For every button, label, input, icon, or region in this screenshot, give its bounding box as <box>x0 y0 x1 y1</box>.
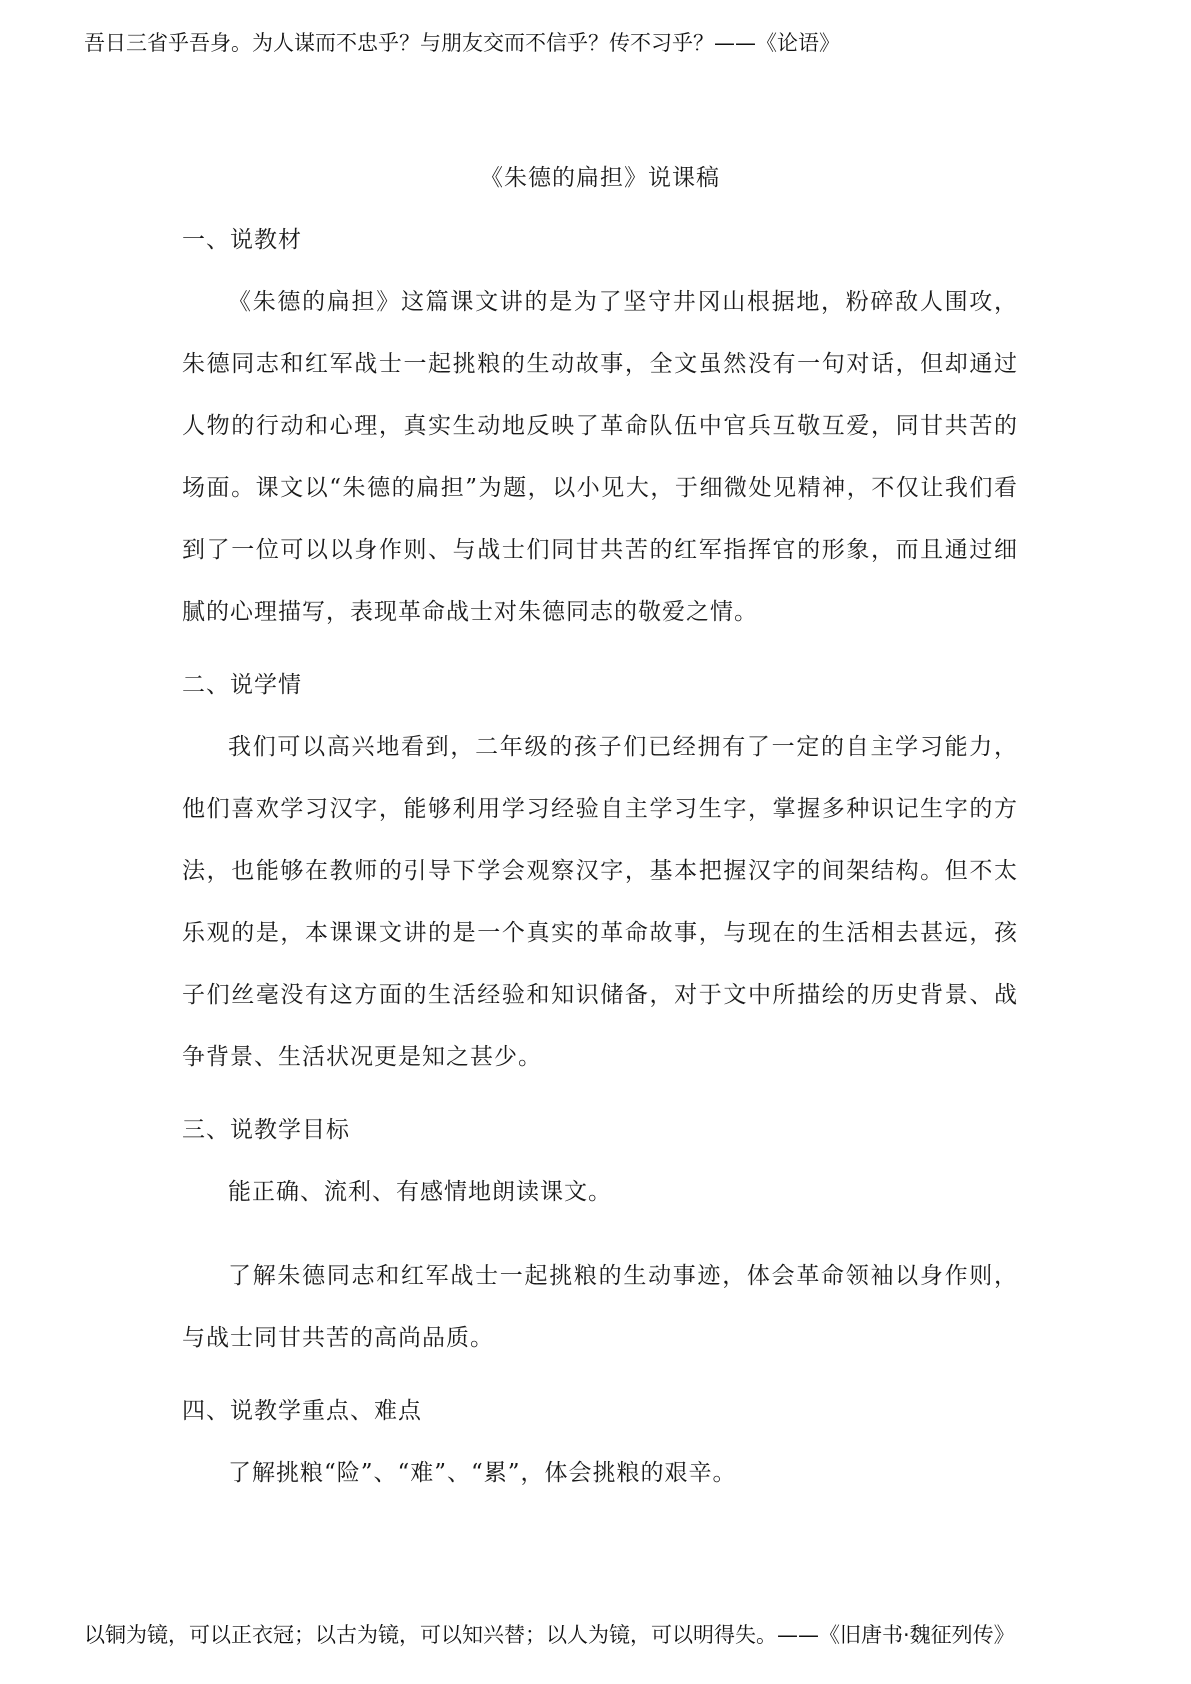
section-heading-student-analysis: 二、说学情 <box>182 672 302 698</box>
paragraph-goal-1: 能正确、流利、有感情地朗读课文。 <box>228 1179 612 1205</box>
section-heading-key-points: 四、说教学重点、难点 <box>182 1398 422 1424</box>
paragraph-student-analysis: 我们可以高兴地看到，二年级的孩子们已经拥有了一定的自主学习能力，他们喜欢学习汉字，能够利用学习经验自主学习生字，掌握多种识记生字的方法，也能够在教师的引导下学会观察汉字，基本把握汉字的间架结构。但不太乐观的是，本课课文讲的是一个真实的革命故事，与现在的生活相去甚远，孩子们丝毫没有这方面的生活经验和知识储备，对于文中所描绘的历史背景、战争背景、生活状况更是知之甚少。 <box>182 734 1018 1070</box>
section-heading-teaching-material: 一、说教材 <box>182 227 302 253</box>
paragraph-key-points: 了解挑粮“险”、“难”、“累”，体会挑粮的艰辛。 <box>228 1460 737 1486</box>
paragraph-goal-2: 了解朱德同志和红军战士一起挑粮的生动事迹，体会革命领袖以身作则，与战士同甘共苦的高尚品质。 <box>182 1263 1018 1351</box>
header-quote: 吾日三省乎吾身。为人谋而不忠乎？与朋友交而不信乎？传不习乎？——《论语》 <box>84 31 840 55</box>
footer-quote: 以铜为镜，可以正衣冠；以古为镜，可以知兴替；以人为镜，可以明得失。——《旧唐书·魏征列传》 <box>84 1623 1015 1647</box>
section-heading-teaching-goals: 三、说教学目标 <box>182 1117 350 1143</box>
paragraph-teaching-material: 《朱德的扁担》这篇课文讲的是为了坚守井冈山根据地，粉碎敌人围攻，朱德同志和红军战士一起挑粮的生动故事，全文虽然没有一句对话，但却通过人物的行动和心理，真实生动地反映了革命队伍中官兵互敬互爱，同甘共苦的场面。课文以“朱德的扁担”为题，以小见大，于细微处见精神，不仅让我们看到了一位可以以身作则、与战士们同甘共苦的红军指挥官的形象，而且通过细腻的心理描写，表现革命战士对朱德同志的敬爱之情。 <box>182 289 1018 625</box>
document-body <box>182 158 1018 1526</box>
document-title: 《朱德的扁担》说课稿 <box>480 165 720 191</box>
